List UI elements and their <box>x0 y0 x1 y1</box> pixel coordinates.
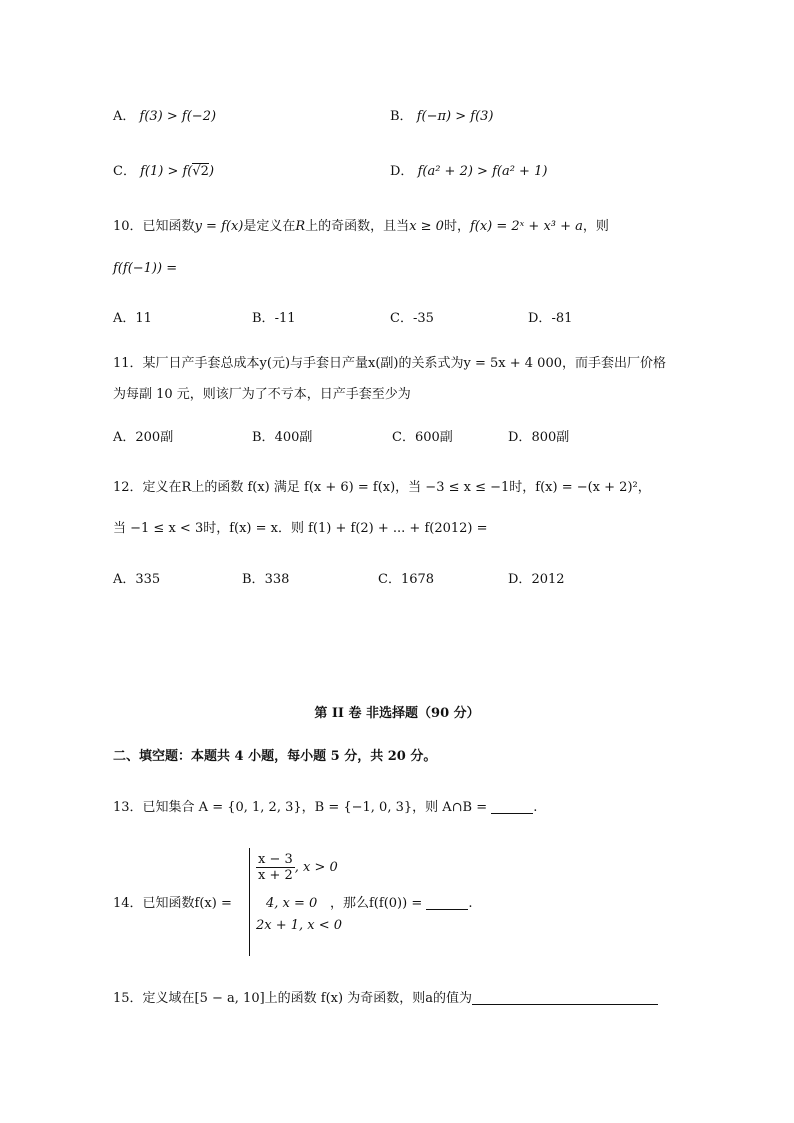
piecewise-brace <box>249 848 250 956</box>
q9-option-c <box>113 163 214 181</box>
q11-stem-line2: 为每副 10 元，则该厂为了不亏本，日产手套至少为 <box>113 387 411 402</box>
option-label: A． <box>113 109 136 124</box>
section-title: 第 II 卷 非选择题（90 分） <box>314 706 480 721</box>
q15-text: 15．定义域在[5 − a, 10]上的函数 f(x) 为奇函数，则a的值为 <box>113 991 472 1006</box>
option-label: B． <box>390 109 413 124</box>
q10-math: R <box>295 219 306 234</box>
q12-option-d: D．2012 <box>508 572 565 587</box>
q11-option-b: B．400副 <box>252 430 313 445</box>
q14-case3: 2x + 1, x < 0 <box>256 918 343 933</box>
sqrt-expr: √2 <box>192 164 209 179</box>
q12-stem-line1: 12．定义在R上的函数 f(x) 满足 f(x + 6) = f(x)，当 −3 ≤ x ≤ −1时，f(x) = −(x + 2)²， <box>113 480 651 495</box>
q10-text: ，则 <box>582 219 609 234</box>
q10-stem-line2: f(f(−1)) = <box>113 261 178 276</box>
q14-question: ，那么f(f(0)) = <box>330 896 423 911</box>
option-expr: f(a² + 2) > f(a² + 1) <box>417 164 548 179</box>
q10-option-d: D．-81 <box>528 311 573 326</box>
q14-suffix <box>330 895 473 913</box>
case1-fraction: $\frac{x - 3}{x + 2}$ <box>258 852 293 883</box>
q13-end: . <box>533 800 538 815</box>
q11-option-c: C．600副 <box>392 430 453 445</box>
case1-condition: , x > 0 <box>294 860 338 875</box>
option-expr: f(1) > f( <box>140 164 193 179</box>
q10-option-a: A．11 <box>113 311 152 326</box>
q9-option-d <box>390 163 547 181</box>
q12-option-c: C．1678 <box>378 572 435 587</box>
q10-text: 是定义在 <box>243 219 296 234</box>
q10-math: x ≥ 0 <box>409 219 444 234</box>
q13-stem <box>113 799 537 817</box>
q10-stem-line1 <box>113 218 609 236</box>
option-expr: f(3) > f(−2) <box>139 109 217 124</box>
q11-option-d: D．800副 <box>508 430 570 445</box>
answer-blank[interactable] <box>426 895 468 910</box>
question-number: 10． <box>113 219 143 234</box>
q14-case2: 4, x = 0 <box>266 896 318 911</box>
q11-option-a: A．200副 <box>113 430 174 445</box>
q10-text: 时， <box>443 219 470 234</box>
q14-prefix: 14．已知函数f(x) = <box>113 896 232 911</box>
q10-text: 已知函数 <box>142 219 195 234</box>
q10-math: y = f(x) <box>194 219 244 234</box>
option-expr: f(−π) > f(3) <box>416 109 494 124</box>
q12-option-b: B．338 <box>242 572 290 587</box>
q9-option-a <box>113 108 216 126</box>
q12-stem-line2: 当 −1 ≤ x < 3时，f(x) = x．则 f(1) + f(2) + ... + f(2012) = <box>113 521 488 536</box>
q10-text: 上的奇函数，且当 <box>305 219 410 234</box>
q14-end: . <box>468 896 473 911</box>
option-label: C． <box>113 164 136 179</box>
answer-blank[interactable] <box>491 799 533 814</box>
q10-math: f(x) = 2ˣ + x³ + a <box>469 219 583 234</box>
part-heading: 二、填空题：本题共 4 小题，每小题 5 分，共 20 分。 <box>113 749 437 764</box>
q14-case1 <box>256 852 338 883</box>
q13-text: 13．已知集合 A = {0, 1, 2, 3}，B = {−1, 0, 3}，则 A∩B = <box>113 800 488 815</box>
option-label: D． <box>390 164 414 179</box>
q10-option-c: C．-35 <box>390 311 434 326</box>
option-expr-close: ) <box>208 164 215 179</box>
q11-stem-line1: 11．某厂日产手套总成本y(元)与手套日产量x(副)的关系式为y = 5x + 4 000，而手套出厂价格 <box>113 356 666 371</box>
q10-option-b: B．-11 <box>252 311 296 326</box>
q12-option-a: A．335 <box>113 572 161 587</box>
answer-blank[interactable] <box>472 990 658 1005</box>
q9-option-b <box>390 108 493 126</box>
q15-stem <box>113 990 658 1008</box>
